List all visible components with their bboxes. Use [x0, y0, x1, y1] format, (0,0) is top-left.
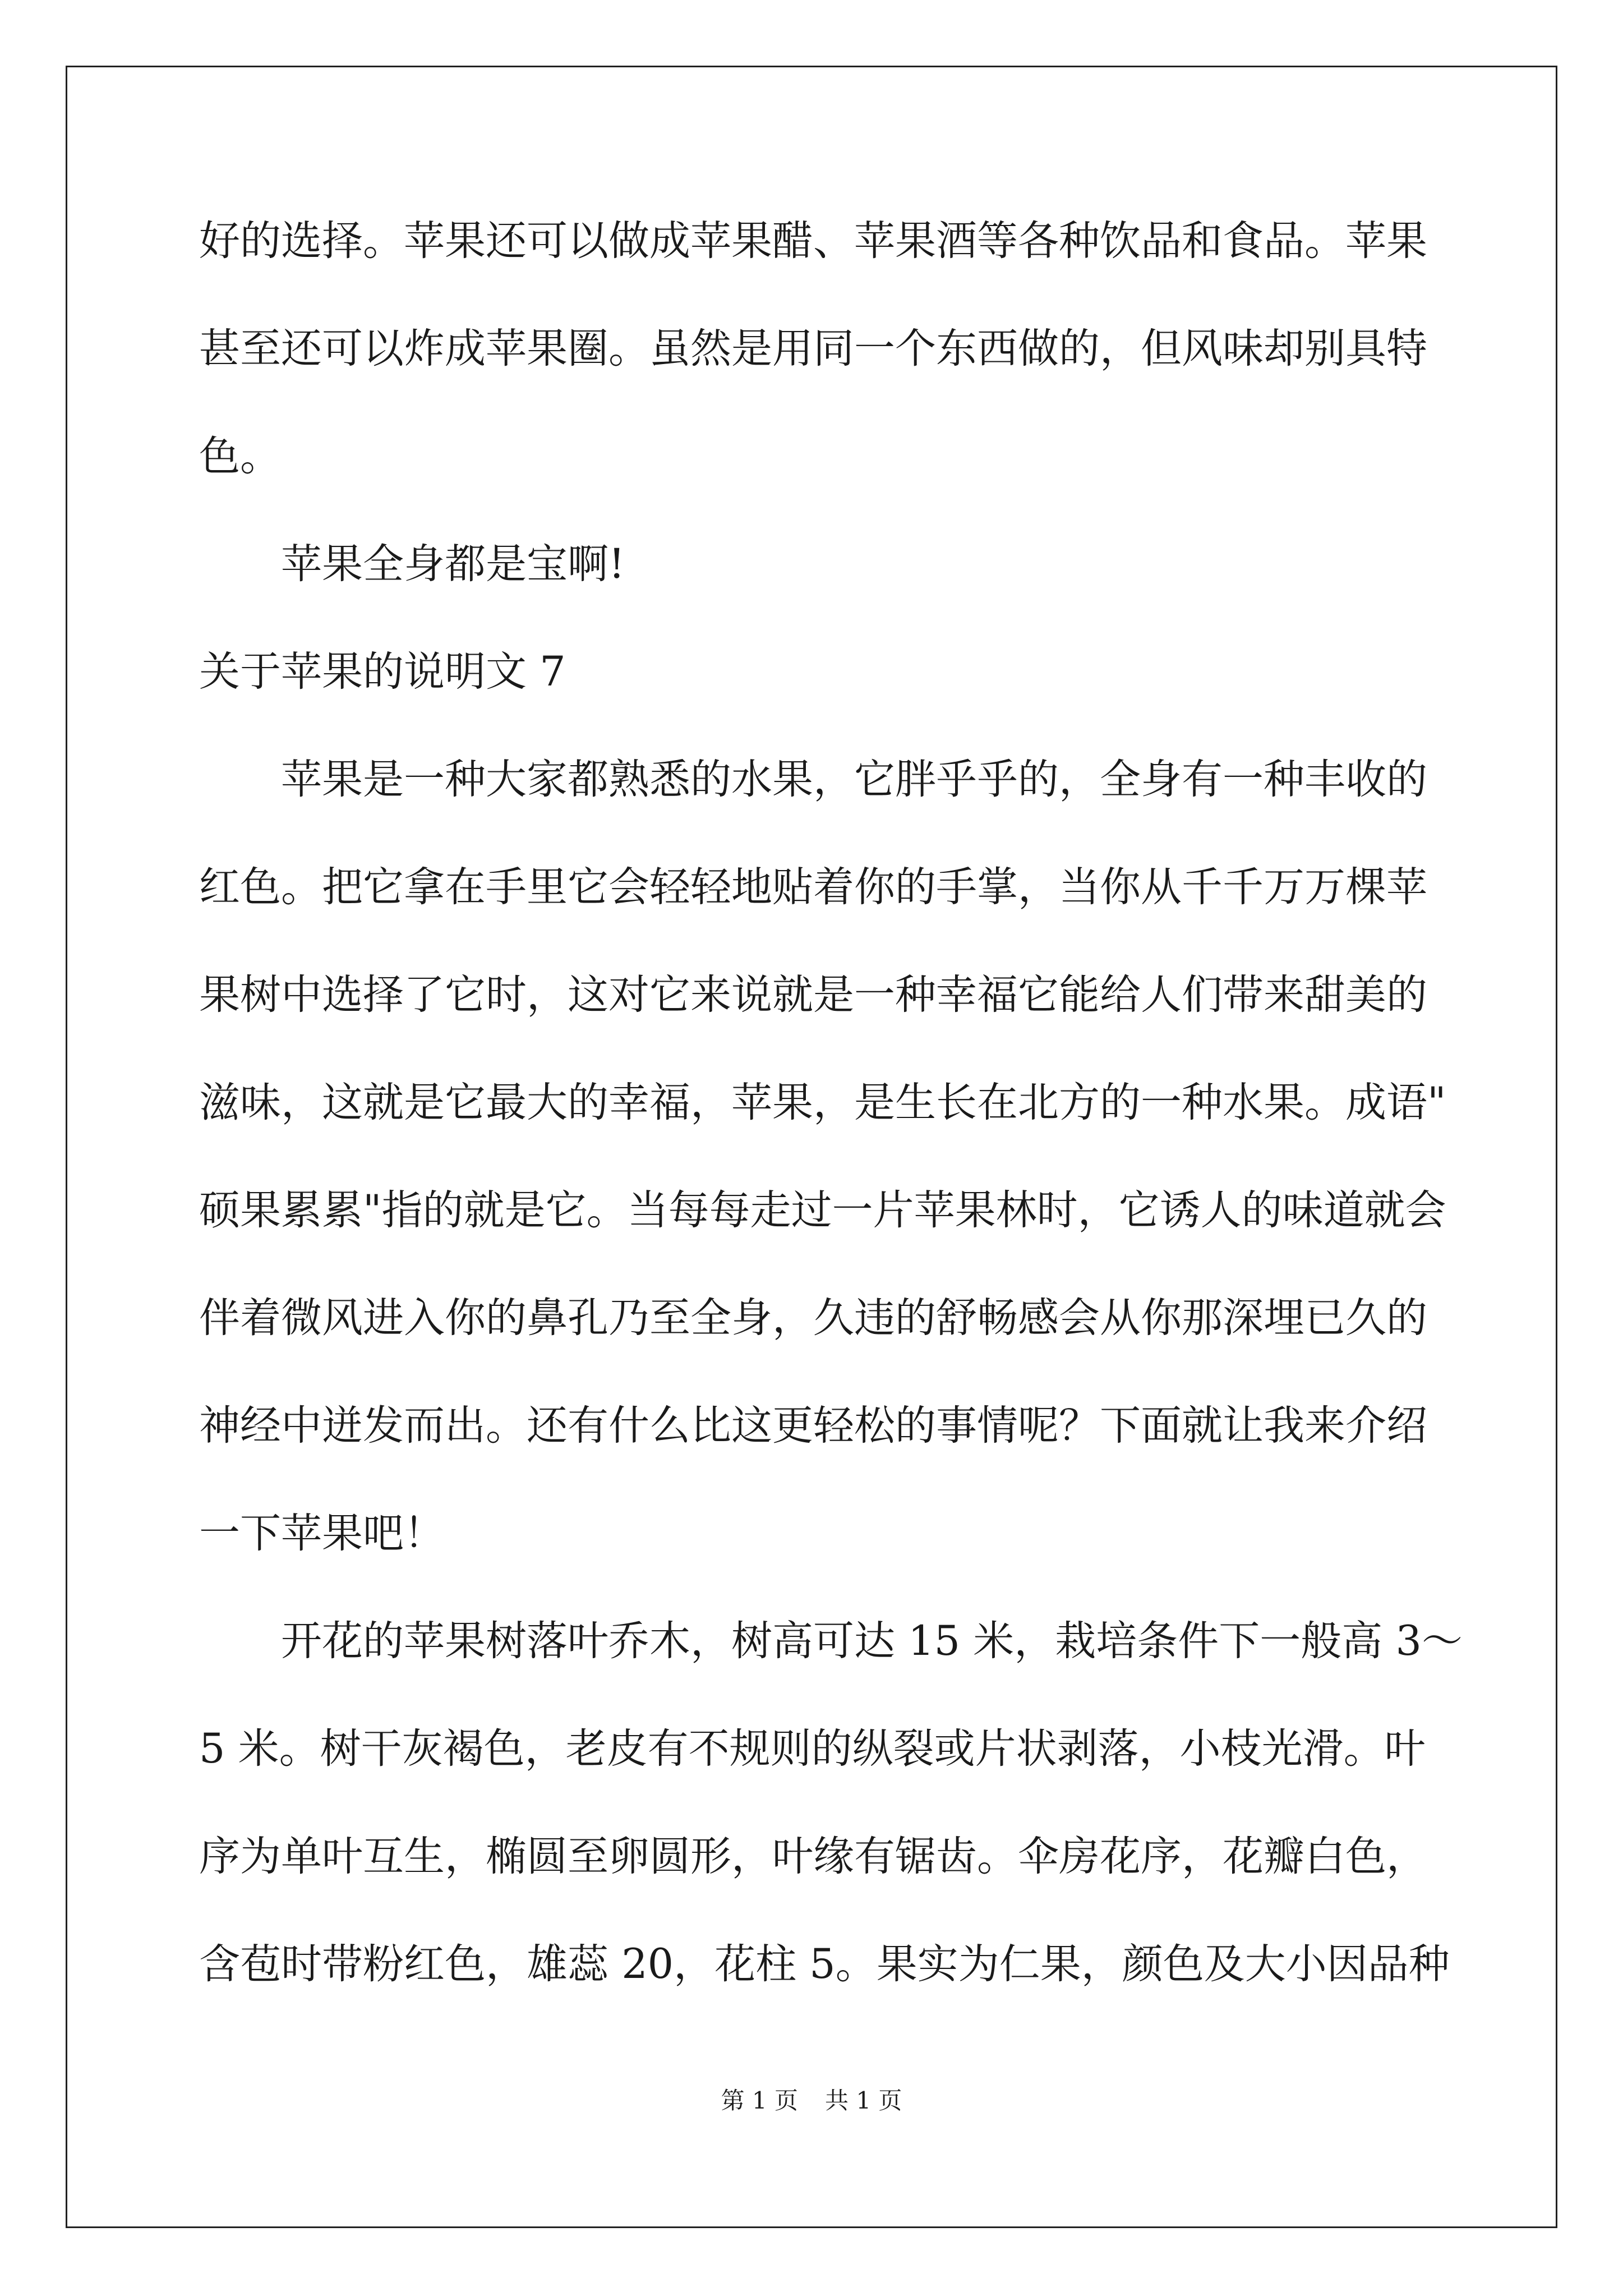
- body-line: 伴着微风进入你的鼻孔乃至全身，久违的舒畅感会从你那深埋已久的: [199, 1294, 1427, 1342]
- body-line: 硕果累累"指的就是它。当每每走过一片苹果林时，它诱人的味道就会: [199, 1186, 1446, 1234]
- body-line: 红色。把它拿在手里它会轻轻地贴着你的手掌，当你从千千万万棵苹: [199, 863, 1427, 911]
- body-line: 序为单叶互生，椭圆至卵圆形，叶缘有锯齿。伞房花序，花瓣白色，: [199, 1833, 1427, 1880]
- body-line: 5 米。树干灰褐色，老皮有不规则的纵裂或片状剥落，小枝光滑。叶: [199, 1725, 1426, 1773]
- page-total: 共 1 页: [825, 2087, 902, 2114]
- body-line: 果树中选择了它时，这对它来说就是一种幸福它能给人们带来甜美的: [199, 971, 1427, 1019]
- body-line: 苹果全身都是宝啊!: [281, 540, 625, 588]
- body-line: 滋味，这就是它最大的幸福，苹果，是生长在北方的一种水果。成语": [199, 1079, 1446, 1126]
- body-line: 甚至还可以炸成苹果圈。虽然是用同一个东西做的，但风味却别具特: [199, 325, 1427, 372]
- page-footer: [0, 2087, 1623, 2115]
- body-line: 一下苹果吧！: [199, 1510, 445, 1557]
- body-line: 含苞时带粉红色，雄蕊 20，花柱 5。果实为仁果，颜色及大小因品种: [199, 1940, 1450, 1988]
- body-line: 色。: [199, 432, 281, 480]
- page-number: 第 1 页: [721, 2087, 798, 2114]
- body-line: 神经中迸发而出。还有什么比这更轻松的事情呢？下面就让我来介绍: [199, 1402, 1427, 1450]
- body-line: 开花的苹果树落叶乔木，树高可达 15 米，栽培条件下一般高 3～: [281, 1617, 1463, 1665]
- section-heading: 关于苹果的说明文 7: [199, 648, 566, 696]
- document-body: [199, 213, 1463, 2044]
- body-line: 好的选择。苹果还可以做成苹果醋、苹果酒等各种饮品和食品。苹果: [199, 217, 1427, 265]
- body-line: 苹果是一种大家都熟悉的水果，它胖乎乎的，全身有一种丰收的: [281, 756, 1427, 803]
